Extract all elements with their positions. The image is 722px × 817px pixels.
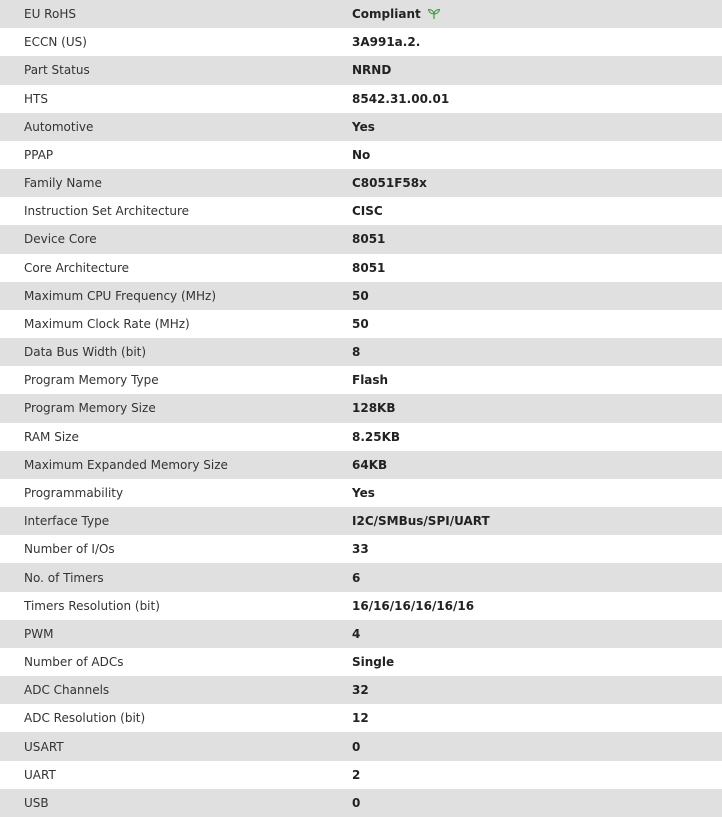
spec-row-usart <box>0 732 722 760</box>
spec-value: 8 <box>352 345 361 360</box>
spec-label: RAM Size <box>24 429 79 444</box>
spec-value: 3A991a.2. <box>352 35 421 50</box>
spec-row-program-memory-size <box>0 394 722 422</box>
spec-row-max-clock-rate <box>0 310 722 338</box>
spec-row-device-core <box>0 225 722 253</box>
spec-value: 6 <box>352 570 361 585</box>
spec-value: 50 <box>352 288 369 303</box>
spec-row-part-status <box>0 56 722 84</box>
spec-value: 128KB <box>352 401 396 416</box>
spec-label: Maximum Clock Rate (MHz) <box>24 316 190 331</box>
spec-label: Instruction Set Architecture <box>24 204 190 219</box>
spec-value: 33 <box>352 542 369 557</box>
spec-label: EU RoHS <box>24 7 76 22</box>
spec-value: 8.25KB <box>352 429 401 444</box>
spec-row-uart <box>0 761 722 789</box>
spec-value: 0 <box>352 739 361 754</box>
spec-value: Yes <box>352 119 375 134</box>
spec-label: HTS <box>24 91 48 106</box>
spec-row-adc-channels <box>0 676 722 704</box>
spec-row-automotive <box>0 113 722 141</box>
spec-value: 8051 <box>352 260 386 275</box>
spec-value: Flash <box>352 373 389 388</box>
spec-label: USART <box>24 739 64 754</box>
spec-value: NRND <box>352 63 392 78</box>
spec-row-number-of-ios <box>0 535 722 563</box>
spec-value: 8542.31.00.01 <box>352 91 450 106</box>
spec-value: 64KB <box>352 457 388 472</box>
spec-label: Data Bus Width (bit) <box>24 345 147 360</box>
spec-row-instruction-set-architecture <box>0 197 722 225</box>
spec-value: I2C/SMBus/SPI/UART <box>352 514 490 529</box>
spec-label: Maximum Expanded Memory Size <box>24 457 228 472</box>
spec-label: PWM <box>24 626 54 641</box>
spec-value: Compliant <box>352 7 421 22</box>
spec-label: No. of Timers <box>24 570 104 585</box>
spec-label: Device Core <box>24 232 97 247</box>
spec-row-programmability <box>0 479 722 507</box>
spec-row-adc-resolution <box>0 704 722 732</box>
spec-label: Timers Resolution (bit) <box>24 598 160 613</box>
spec-row-no-of-timers <box>0 563 722 591</box>
spec-value: 12 <box>352 711 369 726</box>
spec-row-core-architecture <box>0 254 722 282</box>
spec-value: Yes <box>352 486 375 500</box>
spec-value: CISC <box>352 204 383 219</box>
spec-row-family-name <box>0 169 722 197</box>
spec-row-max-cpu-frequency <box>0 282 722 310</box>
spec-label: Core Architecture <box>24 260 130 275</box>
spec-row-usb <box>0 789 722 817</box>
spec-value-wrap <box>352 7 722 21</box>
spec-value: 8051 <box>352 232 386 247</box>
leaf-icon <box>427 8 441 20</box>
spec-row-eu-rohs <box>0 0 722 28</box>
spec-label: Interface Type <box>24 514 110 529</box>
spec-row-number-of-adcs <box>0 648 722 676</box>
spec-row-ppap <box>0 141 722 169</box>
spec-label: ADC Resolution (bit) <box>24 711 146 726</box>
spec-label: ECCN (US) <box>24 35 87 50</box>
spec-value: 4 <box>352 626 361 641</box>
spec-label: ADC Channels <box>24 683 110 698</box>
spec-value: C8051F58x <box>352 176 427 191</box>
spec-row-eccn-us <box>0 28 722 56</box>
spec-label: Program Memory Size <box>24 401 156 416</box>
spec-label: Automotive <box>24 119 94 134</box>
spec-row-max-expanded-memory-size <box>0 451 722 479</box>
spec-label: Part Status <box>24 63 90 78</box>
spec-label: Programmability <box>24 486 124 500</box>
spec-row-ram-size <box>0 423 722 451</box>
spec-label: PPAP <box>24 147 54 162</box>
spec-label: Family Name <box>24 176 102 191</box>
spec-label: Number of I/Os <box>24 542 115 557</box>
spec-row-timers-resolution <box>0 592 722 620</box>
spec-value: Single <box>352 655 395 670</box>
spec-value: 32 <box>352 683 369 698</box>
spec-row-program-memory-type <box>0 366 722 394</box>
spec-row-hts <box>0 85 722 113</box>
spec-value: 50 <box>352 316 369 331</box>
spec-value: 0 <box>352 795 361 810</box>
spec-label: Maximum CPU Frequency (MHz) <box>24 288 216 303</box>
spec-label: USB <box>24 795 49 810</box>
spec-label: Program Memory Type <box>24 373 159 388</box>
spec-value: 16/16/16/16/16/16 <box>352 598 475 613</box>
spec-value: 2 <box>352 767 361 782</box>
spec-row-data-bus-width <box>0 338 722 366</box>
spec-value: No <box>352 147 371 162</box>
spec-label: UART <box>24 767 56 782</box>
spec-row-interface-type <box>0 507 722 535</box>
spec-row-pwm <box>0 620 722 648</box>
spec-label: Number of ADCs <box>24 655 124 670</box>
